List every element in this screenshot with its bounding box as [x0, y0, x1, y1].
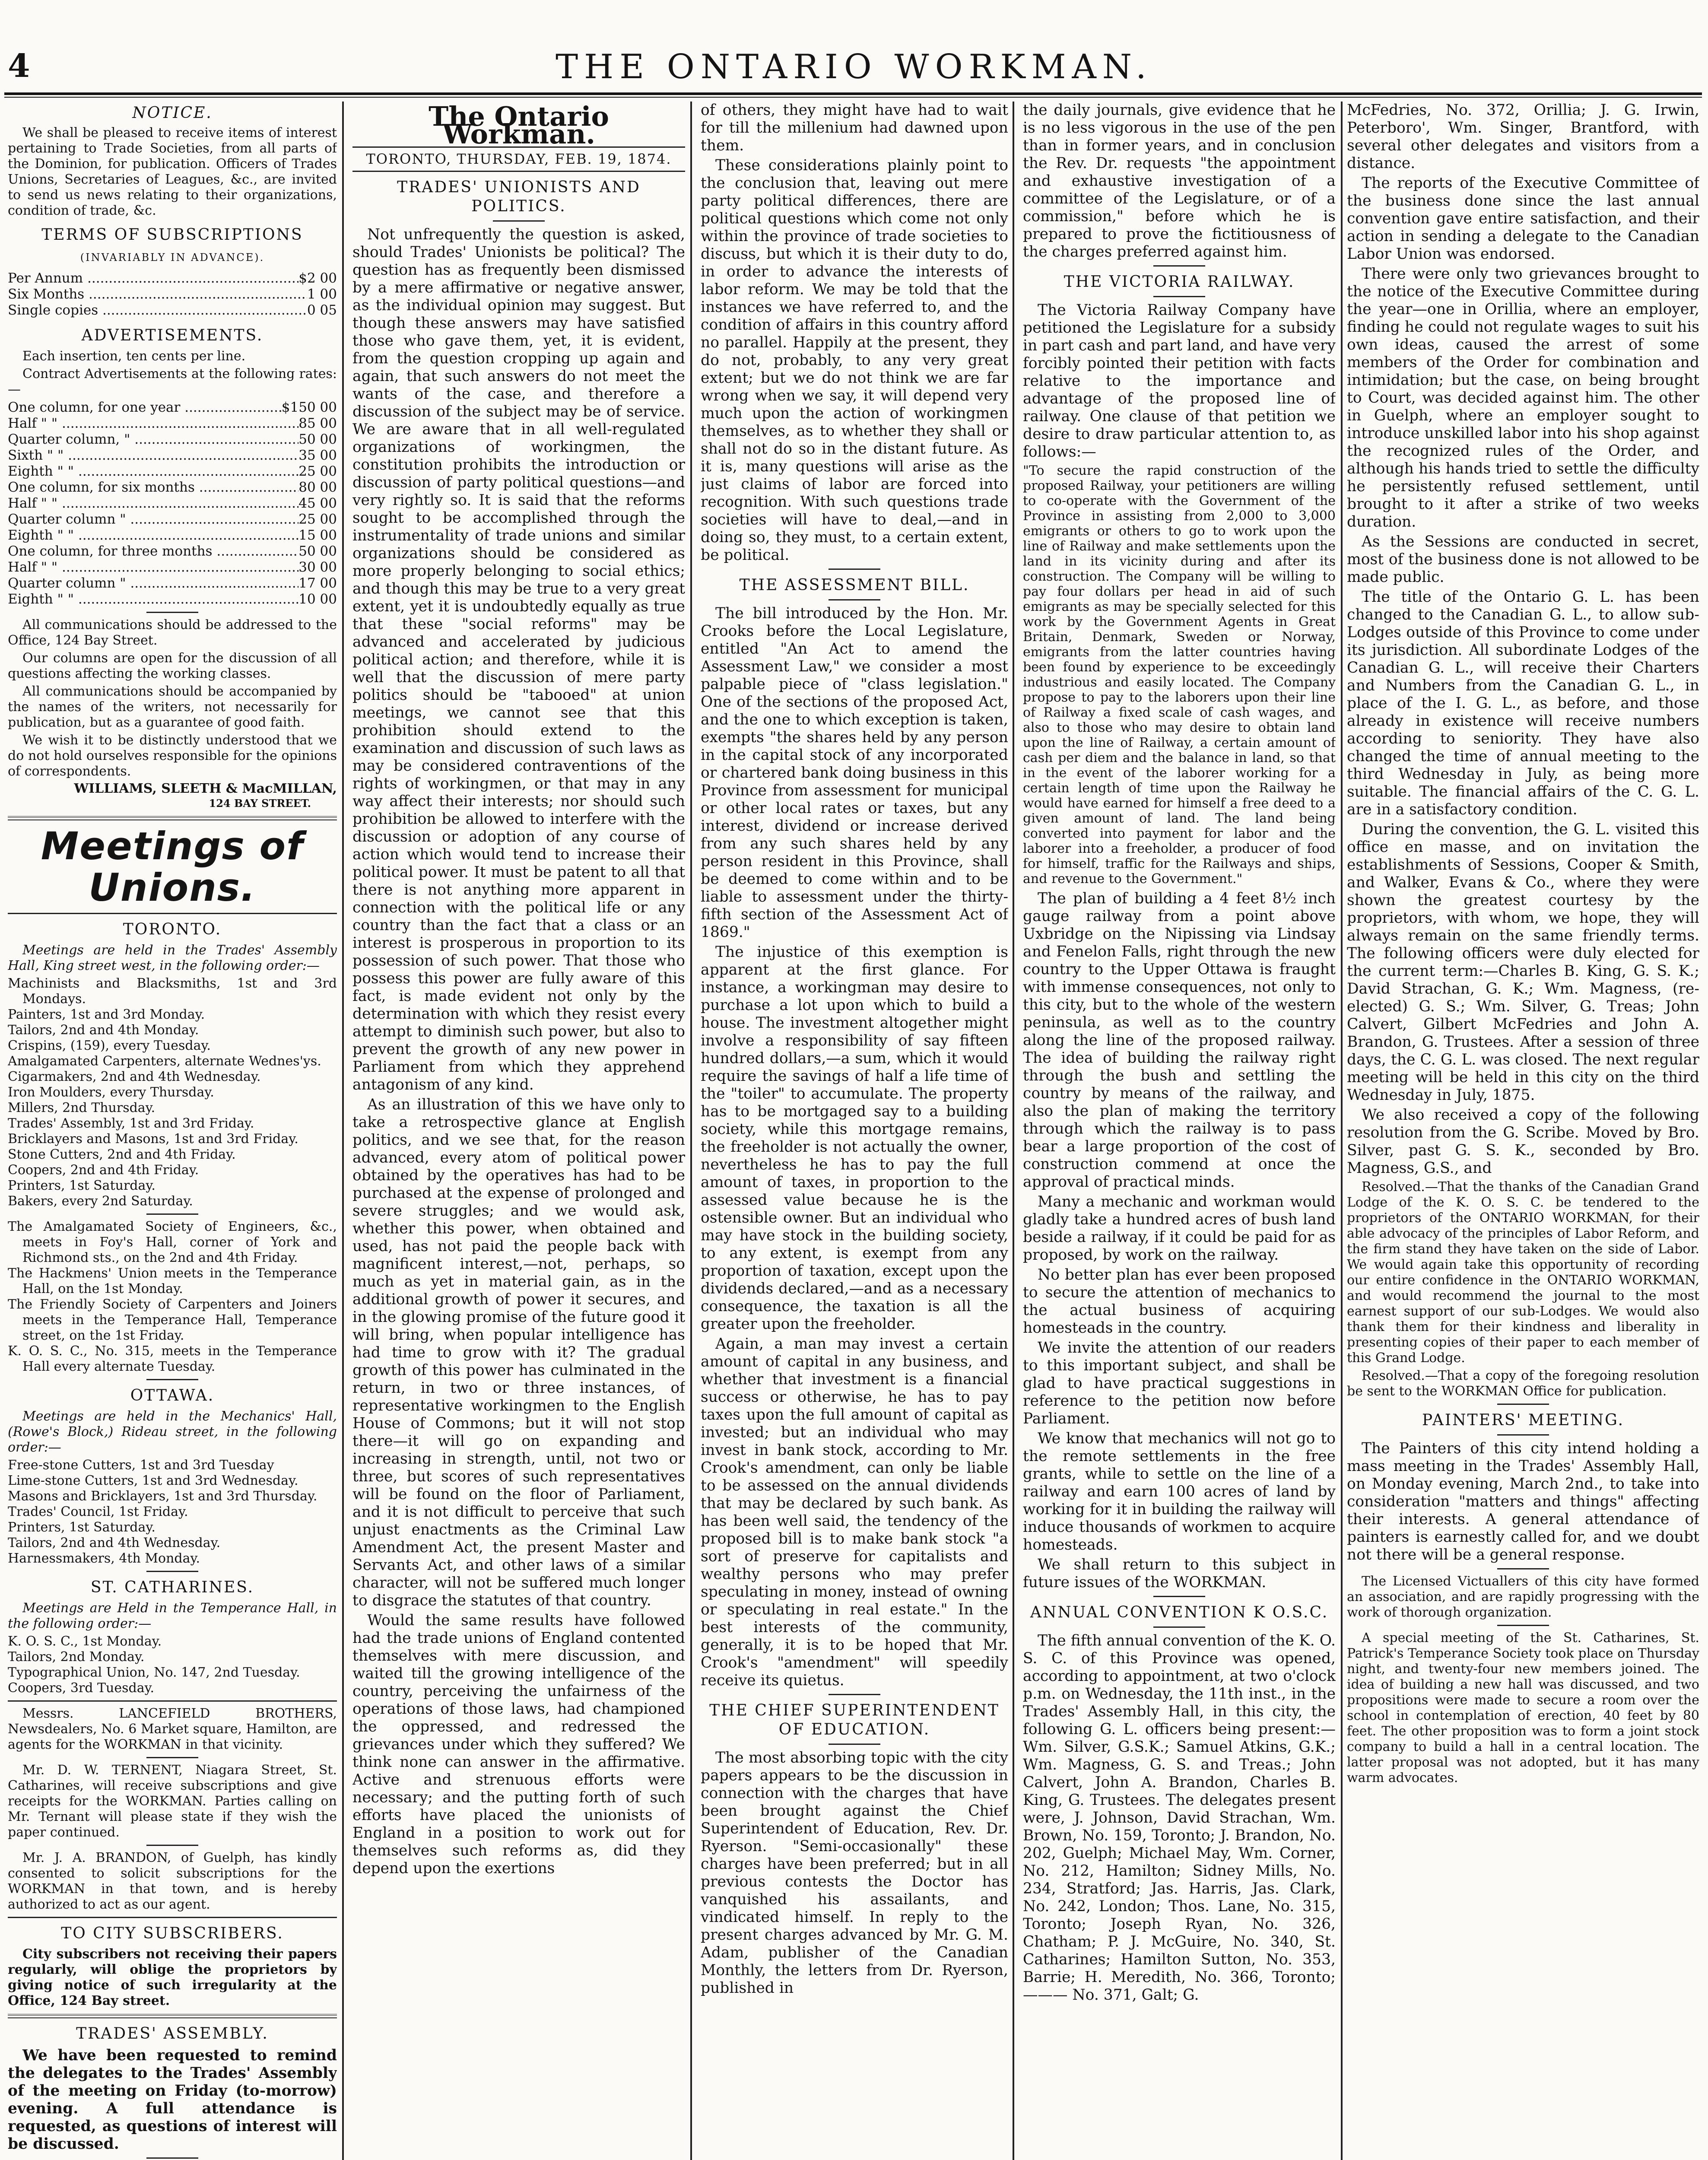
meetings-heading: Meetings of Unions. — [41, 824, 304, 910]
article-paragraph: The reports of the Executive Committee of the business done since the last annual convention gave entire satisfaction, and their action in sending a delegate to the Canadian Labor Union was endorsed. — [1347, 175, 1699, 263]
short-rule — [1497, 1625, 1549, 1626]
notice-text: We shall be pleased to receive items of interest pertaining to Trade Societies, from all parts of the Dominion, for publication. Officers of Trades Unions, Secretaries of Leagues, &c., are invited to send us news relating to their organizations, condition of trade, &c. — [8, 125, 337, 218]
meeting-item: The Hackmens' Union meets in the Temperance Hall, on the 1st Monday. — [8, 1266, 337, 1296]
city-subscribers-text: City subscribers not receiving their papers regularly, will oblige the proprietors by giving notice of such irregularity at the Office, 124 Bay street. — [8, 1947, 337, 2008]
article-paragraph: There were only two grievances brought to the notice of the Executive Committee during the year—one in Orillia, where an employer, finding he could not regulate wages to suit his own ideas, caused the arrest of some members of the Order for combination and intimidation; but the case, on being brought to Court, was decided against him. The other in Guelph, where an employer sought to introduce unskilled labor into his shop against the recognized rules of the Order, and although his hands tried to settle the difficulty he persistently refused settlement, until brought to it after a strike of two weeks duration. — [1347, 265, 1699, 530]
column-4 — [1023, 102, 1336, 2160]
meeting-item: Cigarmakers, 2nd and 4th Wednesday. — [8, 1069, 261, 1084]
assessment-bill-heading: THE ASSESSMENT BILL. — [739, 576, 970, 594]
meeting-item: Crispins, (159), every Tuesday. — [8, 1038, 211, 1053]
meeting-item: Amalgamated Carpenters, alternate Wednes'ys. — [8, 1054, 321, 1069]
ad-rate-row: Quarter column " ..... 17 00 — [8, 575, 337, 591]
article-paragraph: The most absorbing topic with the city papers appears to be the discussion in connection with the charges that have been brought against the Chief Superintendent of Education, Rev. Dr. Ryerson. "Semi-occasionally" these charges have been preferred; but in all previous contests the Doctor has vanquished his assailants, and vindicated himself. In reply to the present charges advanced by Mr. G. M. Adam, publisher of the Canadian Monthly, the letters from Dr. Ryerson, published in — [701, 1749, 1008, 1997]
newspaper-title: THE ONTARIO WORKMAN. — [556, 48, 1152, 86]
short-rule — [829, 1694, 880, 1695]
short-rule — [146, 1571, 198, 1572]
meeting-item: Bricklayers and Masons, 1st and 3rd Friday. — [8, 1131, 298, 1147]
column-1 — [8, 102, 337, 2160]
article-paragraph: We invite the attention of our readers to this important subject, and shall be glad to have practical suggestions in reference to the petition now before Parliament. — [1023, 1339, 1336, 1427]
meeting-item: Free-stone Cutters, 1st and 3rd Tuesday — [8, 1458, 274, 1473]
article-paragraph: We also received a copy of the following resolution from the G. Scribe. Moved by Bro. Silver, past G. S. K., seconded by Bro. Magness, G.S., and — [1347, 1106, 1699, 1177]
trades-assembly-heading: TRADES' ASSEMBLY. — [76, 2025, 269, 2042]
ads-intro: Contract Advertisements at the following rates:— — [8, 366, 337, 397]
short-rule — [146, 1845, 198, 1846]
masthead — [0, 0, 1708, 93]
meeting-item: Tailors, 2nd and 4th Monday. — [8, 1023, 199, 1038]
short-rule — [1153, 1626, 1205, 1628]
terms-heading: TERMS OF SUBSCRIPTIONS — [41, 226, 303, 244]
meeting-item: Typographical Union, No. 147, 2nd Tuesday. — [8, 1665, 300, 1680]
ad-rate-row: One column, for one year ..... $150 00 — [8, 400, 337, 416]
section-rule — [8, 1917, 337, 1918]
short-rule — [1153, 265, 1205, 267]
short-rule — [493, 220, 545, 222]
agent-notice: Mr. D. W. TERNENT, Niagara Street, St. Catharines, will receive subscriptions and give receipts for the WORKMAN. Parties calling on Mr. Ternant will please state if they wish the paper continued. — [8, 1763, 337, 1840]
meeting-item: K. O. S. C., No. 315, meets in the Temperance Hall every alternate Tuesday. — [8, 1344, 337, 1374]
meeting-item: Tailors, 2nd Monday. — [8, 1649, 145, 1664]
ad-rate-row: Quarter column " ..... 25 00 — [8, 511, 337, 527]
terms-subheading: (INVARIABLY IN ADVANCE). — [80, 251, 265, 264]
meeting-item: Printers, 1st Saturday. — [8, 1178, 156, 1193]
meeting-item: K. O. S. C., 1st Monday. — [8, 1634, 162, 1649]
article-paragraph: No better plan has ever been proposed to secure the attention of mechanics to the actual business of acquiring homesteads in the country. — [1023, 1266, 1336, 1337]
meeting-item: The Amalgamated Society of Engineers, &c., meets in Foy's Hall, corner of York and Richmond sts., on the 2nd and 4th Friday. — [8, 1219, 337, 1265]
article-paragraph: During the convention, the G. L. visited this office en masse, and on invitation the establishments of Sessions, Cooper & Smith, and Walker, Evans & Co., where they were shown the greatest courtesy by the proprietors, with whom, we hope, they will always remain on the same friendly terms. The following officers were duly elected for the current term:—Charles B. King, G. S. K.; David Strachan, G. K.; Wm. Magness, (re-elected) G. S.; Wm. Silver, G. Treas; John Calvert, Gilbert McFedries and John A. Brandon, G. Trustees. After a session of three days, the C. G. L. was closed. The next regular meeting will be held in this city on the third Wednesday in July, 1875. — [1347, 821, 1699, 1104]
article-paragraph: We shall return to this subject in future issues of the WORKMAN. — [1023, 1556, 1336, 1591]
ad-rate-row: Quarter column, " ..... 50 00 — [8, 432, 337, 448]
article-paragraph: The title of the Ontario G. L. has been changed to the Canadian G. L., to allow sub-Lodges outside of this Province to come under its jurisdiction. All subordinate Lodges of the Canadian G. L., will receive their Charters and Numbers from the Canadian G. L., in place of the I. G. L., as before, and those already in existence will receive numbers according to seniority. They have also changed the time of annual meeting to the third Wednesday in July, as being more suitable. The financial affairs of the C. G. L. are in a satisfactory condition. — [1347, 588, 1699, 818]
short-rule — [829, 569, 880, 570]
petition-quote: "To secure the rapid construction of the proposed Railway, your petitioners are willing to co-operate with the Government of the Province in assisting from 2,000 to 3,000 emigrants or others to go to work upon the line of Railway and make settlements upon the land in its vicinity during and after its construction. The Company will be willing to pay four dollars per head in aid of such emigrants as may be specially selected for this work by the Government Agents in Great Britain, Denmark, Sweden or Norway, emigrants from the latter countries having been found by experience to be exceedingly industrious and easily located. The Company propose to pay to the laborers upon their line of Railway a fixed scale of cash wages, and also to those who may desire to obtain land upon the line of Railway, a certain amount of cash per diem and the balance in land, so that in the event of the laborer working for a certain length of time upon the Railway he would have earned for himself a free deed to a given amount of land. The land being converted into payment for labor and the laborer into a freeholder, a producer of food for himself, traffic for the Railways and ships, and revenue to the Government." — [1023, 463, 1336, 886]
agent-notice: Messrs. LANCEFIELD BROTHERS, Newsdealers, No. 6 Market square, Hamilton, are agents for the WORKMAN in that vicinity. — [8, 1706, 337, 1752]
toronto-note: Meetings are held in the Trades' Assembly Hall, King street west, in the following order:— — [8, 943, 337, 973]
article-paragraph: The fifth annual convention of the K. O. S. C. of this Province was opened, according to appointment, at two o'clock p.m. on Wednesday, the 11th inst., in the Trades' Assembly Hall, in this city, the following G. L. officers being present:—Wm. Silver, G.S.K.; Samuel Atkins, G.K.; Wm. Magness, G. S. and Treas.; John Calvert, John A. Brandon, Charles B. King, G. Trustees. The delegates present were, J. Johnson, David Strachan, Wm. Brown, No. 159, Toronto; J. Brandon, No. 202, Guelph; Michael May, Wm. Corner, No. 212, Hamilton; Sidney Mills, No. 234, Stratford; Jas. Harris, Jas. Clark, No. 242, London; Thos. Lane, No. 315, Toronto; Joseph Ryan, No. 326, Chatham; P. J. McGuire, No. 340, St. Catharines; Hamilton Sutton, No. 353, Barrie; H. Meredith, No. 366, Toronto; ——— No. 371, Galt; G. — [1023, 1632, 1336, 2004]
terms-row: Six Months ..... 1 00 — [8, 286, 337, 302]
paper-nameplate: The Ontario Workman. — [429, 102, 609, 150]
resolution-paragraph: Resolved.—That the thanks of the Canadian Grand Lodge of the K. O. S. C. be tendered to the proprietors of the ONTARIO WORKMAN, for their able advocacy of the principles of Labor Reform, and the firm stand they have taken on the side of Labor. We would again take this opportunity of recording our entire confidence in the ONTARIO WORKMAN, and would recommend the journal to the most earnest support of our sub-Lodges. We would also thank them for their kindness and liberality in presenting copies of their paper to each member of this Grand Lodge. — [1347, 1179, 1699, 1366]
meeting-item: Harnessmakers, 4th Monday. — [8, 1551, 200, 1566]
victuallers-note: The Licensed Victuallers of this city have formed an association, and are rapidly progressing with the work of thorough organization. — [1347, 1574, 1699, 1620]
ottawa-note: Meetings are held in the Mechanics' Hall, (Rowe's Block,) Rideau street, in the following order:— — [8, 1409, 337, 1455]
meeting-item: Lime-stone Cutters, 1st and 3rd Wednesday. — [8, 1473, 298, 1488]
ad-rate-row: Eighth " " ..... 10 00 — [8, 591, 337, 607]
meeting-item: Masons and Bricklayers, 1st and 3rd Thursday. — [8, 1489, 317, 1504]
agent-notice: Mr. J. A. BRANDON, of Guelph, has kindly consented to solicit subscriptions for the WORKMAN in that town, and is hereby authorized to act as our agent. — [8, 1850, 337, 1912]
ad-rate-row: One column, for three months ..... 50 00 — [8, 543, 337, 559]
trades-assembly-text: We have been requested to remind the delegates to the Trades' Assembly of the meeting on Friday (to-morrow) evening. A full attendance is requested, as questions of interest will be discussed. — [8, 2047, 337, 2153]
city-subscribers-heading: TO CITY SUBSCRIBERS. — [61, 1925, 284, 1942]
short-rule — [1497, 1404, 1549, 1405]
meeting-item: Bakers, every 2nd Saturday. — [8, 1194, 193, 1209]
toronto-heading: TORONTO. — [123, 921, 222, 938]
communications-note: All communications should be accompanied by the names of the writers, not necessarily for publication, but as a guarantee of good faith. — [8, 684, 337, 730]
meeting-item: Painters, 1st and 3rd Monday. — [8, 1007, 205, 1022]
section-rule — [8, 2014, 337, 2018]
section-rule — [8, 816, 337, 820]
article-paragraph: As the Sessions are conducted in secret, most of the business done is not allowed to be made public. — [1347, 533, 1699, 586]
article-paragraph: The plan of building a 4 feet 8½ inch gauge railway from a point above Uxbridge on the Nipissing via Lindsay and Fenelon Falls, right through the new country to the Upper Ottawa is fraught with immense consequences, not only to this city, but to the whole of the western peninsula, as well as to the country along the line of the proposed railway. The idea of building the railway right through the bush and settling the country by means of the railway, and also the plan of making the territory through which the railway is to pass bear a large proportion of the cost of construction commend at once the approval of practical minds. — [1023, 890, 1336, 1191]
notice-heading: NOTICE. — [132, 104, 213, 122]
article-paragraph: Again, a man may invest a certain amount of capital in any business, and whether that investment is a financial success or otherwise, he has to pay taxes upon the full amount of capital as invested; but an individual who may invest in bank stock, according to Mr. Crook's amendment, can only be liable to be assessed on the annual dividends that may be declared by such bank. As has been well said, the tendency of the proposed bill is to make bank stock "a sort of preserve for capitalists and wealthy persons who may prefer speculating in money, instead of owning or speculating in real estate." In the best interests of the community, generally, it is to be hoped that Mr. Crook's "amendment" will speedily receive its quietus. — [701, 1335, 1008, 1689]
short-rule — [1153, 296, 1205, 297]
communications-note: All communications should be addressed to the Office, 124 Bay Street. — [8, 617, 337, 648]
short-rule — [829, 1744, 880, 1745]
resolution-paragraph: Resolved.—That a copy of the foregoing resolution be sent to the WORKMAN Office for publication. — [1347, 1368, 1699, 1399]
article-paragraph: the daily journals, give evidence that he is no less vigorous in the use of the pen than in former years, and in conclusion the Rev. Dr. requests "the appointment and exhaustive investigation of a committee of the Legislature, or of a commission," before which he is prepared to prove the fictitiousness of the charges preferred against him. — [1023, 102, 1336, 260]
meeting-item: Trades' Assembly, 1st and 3rd Friday. — [8, 1116, 254, 1131]
meeting-item: Printers, 1st Saturday. — [8, 1520, 156, 1535]
newspaper-columns — [4, 102, 1702, 2160]
masthead-rule — [4, 92, 1702, 95]
short-rule — [146, 1379, 198, 1380]
ad-rate-row: Half " " ..... 45 00 — [8, 496, 337, 511]
article-paragraph: The Painters of this city intend holding a mass meeting in the Trades' Assembly Hall, on Monday evening, March 2nd., to take into consideration "matters and things" affecting their interests. A general attendance of painters is earnestly called for, and we doubt not there will be a general response. — [1347, 1440, 1699, 1563]
short-rule — [829, 599, 880, 600]
ad-rate-row: Half " " ..... 30 00 — [8, 559, 337, 575]
article-paragraph: The bill introduced by the Hon. Mr. Crooks before the Local Legislature, entitled "An Act to amend the Assessment Law," we consider a most palpable piece of "class legislation." One of the sections of the proposed Act, and the one to which exception is taken, exempts "the shares held by any person in the capital stock of any incorporated or chartered bank doing business in this Province from assessment for municipal or other local rates or taxes, but any interest, dividend or increase derived from any such shares held by any person resident in this Province, shall be deemed to come within and to be liable to assessment under the thirty-fifth section of the Assessment Act of 1869." — [701, 605, 1008, 941]
section-rule — [8, 913, 337, 914]
ads-intro: Each insertion, ten cents per line. — [22, 349, 246, 364]
ad-rate-row: Half " " ..... 85 00 — [8, 416, 337, 432]
ad-rate-row: Eighth " " ..... 15 00 — [8, 527, 337, 543]
article-paragraph: Many a mechanic and workman would gladly take a hundred acres of bush land beside a railway, if it could be paid for as proposed, by work on the railway. — [1023, 1193, 1336, 1264]
meeting-item: Stone Cutters, 2nd and 4th Friday. — [8, 1147, 236, 1162]
meeting-item: Coopers, 2nd and 4th Friday. — [8, 1163, 199, 1178]
meeting-item: Tailors, 2nd and 4th Wednesday. — [8, 1535, 221, 1550]
article-paragraph: of others, they might have had to wait for till the millenium had dawned upon them. — [701, 102, 1008, 154]
ad-rate-row: One column, for six months ..... 80 00 — [8, 480, 337, 496]
short-rule — [146, 1213, 198, 1215]
meeting-item: Coopers, 3rd Tuesday. — [8, 1680, 155, 1696]
masthead-rule-thin — [4, 97, 1702, 98]
communications-note: We wish it to be distinctly understood that we do not hold ourselves responsible for the opinions of correspondents. — [8, 733, 337, 779]
article-paragraph: The Victoria Railway Company have petitioned the Legislature for a subsidy in part cash and part land, and have very forcibly pointed their petition with facts relative to the importance and advantage of the proposed line of railway. One clause of that petition we desire to draw particular attention to, as follows:— — [1023, 302, 1336, 461]
article-heading: TRADES' UNIONISTS AND POLITICS. — [397, 178, 641, 215]
short-rule — [1497, 1434, 1549, 1436]
publishers-signature: WILLIAMS, SLEETH & MacMILLAN, — [74, 781, 337, 796]
short-rule — [1153, 1596, 1205, 1597]
article-paragraph: Would the same results have followed had the trade unions of England contented themselves with mere discussion, and waited till the growing intelligence of the country, perceiving the unfairness of the operations of those laws, had championed the oppressed, and redressed the grievances under which they suffered? We think none can answer in the affirmative. Active and strenuous efforts were necessary; and the putting forth of such efforts have placed the unionists of England in a position to work out for themselves such reforms as, did they depend upon the exertions — [352, 1612, 685, 1877]
ad-rate-row: Sixth " " ..... 35 00 — [8, 448, 337, 464]
painters-meeting-heading: PAINTERS' MEETING. — [1422, 1411, 1625, 1429]
dateline: TORONTO, THURSDAY, FEB. 19, 1874. — [352, 146, 685, 172]
annual-convention-heading: ANNUAL CONVENTION K O.S.C. — [1030, 1604, 1329, 1621]
short-rule — [146, 1757, 198, 1758]
meeting-item: Iron Moulders, every Thursday. — [8, 1085, 214, 1100]
chief-superintendent-heading: THE CHIEF SUPERINTENDENT OF EDUCATION. — [709, 1702, 1000, 1738]
column-2 — [352, 102, 685, 2160]
victoria-railway-heading: THE VICTORIA RAILWAY. — [1064, 273, 1295, 291]
article-paragraph: We know that mechanics will not go to the remote settlements in the free grants, while to settle on the line of a railway and earn 100 acres of land by working for it in building the railway will induce thousands of workmen to acquire homesteads. — [1023, 1430, 1336, 1553]
short-rule — [146, 2157, 198, 2159]
article-paragraph: McFedries, No. 372, Orillia; J. G. Irwin, Peterboro', Wm. Singer, Brantford, with several other delegates and visitors from a distance. — [1347, 102, 1699, 172]
page-number: 4 — [8, 48, 30, 85]
section-rule — [8, 1700, 337, 1702]
article-paragraph: As an illustration of this we have only to take a retrospective glance at English politics, and we see that, for the reason advanced, every atom of political power obtained by the operatives has had to be purchased at the expense of prolonged and severe struggles; and we would ask, whether this power, when obtained and used, has not paid the people back with magnificent interest,—not, perhaps, so much as yet in material gain, as in the additional growth of power it secures, and in the glowing promise of the future good it will bring, when popular intelligence has had time to grow with it? The gradual growth of this power has culminated in the return, in two or three instances, of representative workingmen to the English House of Commons; but it will not stop there—it will go on expanding and increasing in strength, until, not two or three, but scores of such representatives will be found on the floor of Parliament, and it is not difficult to perceive that such unjust enactments as the Criminal Law Amendment Act, the present Master and Servants Act, and other laws of a similar character, will not be suffered much longer to disgrace the statutes of that country. — [352, 1096, 685, 1609]
meeting-item: Trades' Council, 1st Friday. — [8, 1504, 188, 1519]
article-paragraph: These considerations plainly point to the conclusion that, leaving out mere party political differences, there are political questions which come not only within the province of trade societies to discuss, but which it is their duty to do, in order to advance the interests of labor reform. We may be told that the instances we have referred to, and the condition of affairs in this country afford no parallel. Happily at the present, they do not, probably, to any very great extent; but we do not think we are far wrong when we say, it will depend very much upon the action of workingmen themselves, as to whether they shall or shall not do so in the distant future. As it is, many questions will arise as the just claims of labor are forced into recognition. With such questions trade societies will have to deal,—and in doing so, they must, to a certain extent, be political. — [701, 157, 1008, 564]
communications-note: Our columns are open for the discussion of all questions affecting the working classes. — [8, 651, 337, 681]
meeting-item: The Friendly Society of Carpenters and Joiners meets in the Temperance Hall, Temperance street, on the 1st Friday. — [8, 1297, 337, 1343]
short-rule — [1497, 1568, 1549, 1569]
st-catharines-meeting-note: A special meeting of the St. Catharines, St. Patrick's Temperance Society took place on Thursday night, and twenty-four new members joined. The idea of building a new hall was discussed, and two propositions were made to secure a room over the school in contemplation of erection, 40 feet by 80 feet. The other proposition was to form a joint stock company to build a hall in a central location. The latter proposal was not adopted, but it has many warm advocates. — [1347, 1630, 1699, 1785]
column-5 — [1347, 102, 1699, 2160]
terms-row: Per Annum ..... $2 00 — [8, 270, 337, 286]
meeting-item: Machinists and Blacksmiths, 1st and 3rd Mondays. — [8, 976, 337, 1007]
article-paragraph: Not unfrequently the question is asked, should Trades' Unionists be political? The question has as frequently been dismissed by a mere affirmative or negative answer, as the individual opinion may suggest. But though these answers may have satisfied those who gave them, yet, it is evident, from the question cropping up again and again, that such answers do not meet the wants of the case, and therefore a discussion of the subject may be of service. We are aware that in all well-regulated organizations of workingmen, the constitution prohibits the introduction or discussion of party political questions—and very rightly so. It is said that the reforms sought to be accomplished through the instrumentality of trade unions and similar organizations should be considered as more properly belonging to social ethics; and though this may be true to a very great extent, yet it is undoubtedly equally as true that these "social reforms" may be advanced and accelerated by judicious political action; and therefore, while it is well that the discussion of mere party politics should be "tabooed" at union meetings, we cannot see that this prohibition should extend to the examination and discussion of such laws as may be considered contraventions of the rights of workingmen, or that may in any way affect their interests; nor should such prohibition be allowed to interfere with the discussion or adoption of any course of action which would tend to increase their political power. It must be patent to all that there is not anything more apparent in connection with the political life or any country than the fact that a class or an interest is prosperous in proportion to its possession of such power. That those who possess this power are fully aware of this fact, is made evident not only by the determination with which they resist every attempt to diminish such power, but also to prevent the growth of any new power in Parliament from which they apprehend antagonism of any kind. — [352, 226, 685, 1093]
column-3 — [701, 102, 1008, 2160]
ottawa-heading: OTTAWA. — [130, 1387, 215, 1404]
article-paragraph: The injustice of this exemption is apparent at the first glance. For instance, a workingman may desire to purchase a lot upon which to build a house. The investment altogether might involve a responsibility of say fifteen hundred dollars,—a sum, which it would require the savings of half a life time of the "toiler" to accumulate. The property has to be mortgaged say to a building society, while this mortgage remains, the freeholder is not actually the owner, nevertheless he has to pay the full amount of taxes, in proportion to the assessed value because he is the ostensible owner. But an individual who may have stock in the building society, to any extent, is exempt from any proportion of taxation, except upon the dividends declared,—and as a necessary consequence, the taxation is all the greater upon the freeholder. — [701, 943, 1008, 1333]
st-catharines-note: Meetings are Held in the Temperance Hall, in the following order:— — [8, 1601, 337, 1631]
ad-rate-row: Eighth " " ..... 25 00 — [8, 464, 337, 480]
meeting-item: Millers, 2nd Thursday. — [8, 1100, 156, 1115]
short-rule — [146, 612, 198, 613]
terms-row: Single copies ..... 0 05 — [8, 302, 337, 318]
publishers-address: 124 BAY STREET. — [209, 797, 311, 810]
st-catharines-heading: ST. CATHARINES. — [90, 1579, 254, 1596]
ads-heading: ADVERTISEMENTS. — [81, 327, 264, 344]
